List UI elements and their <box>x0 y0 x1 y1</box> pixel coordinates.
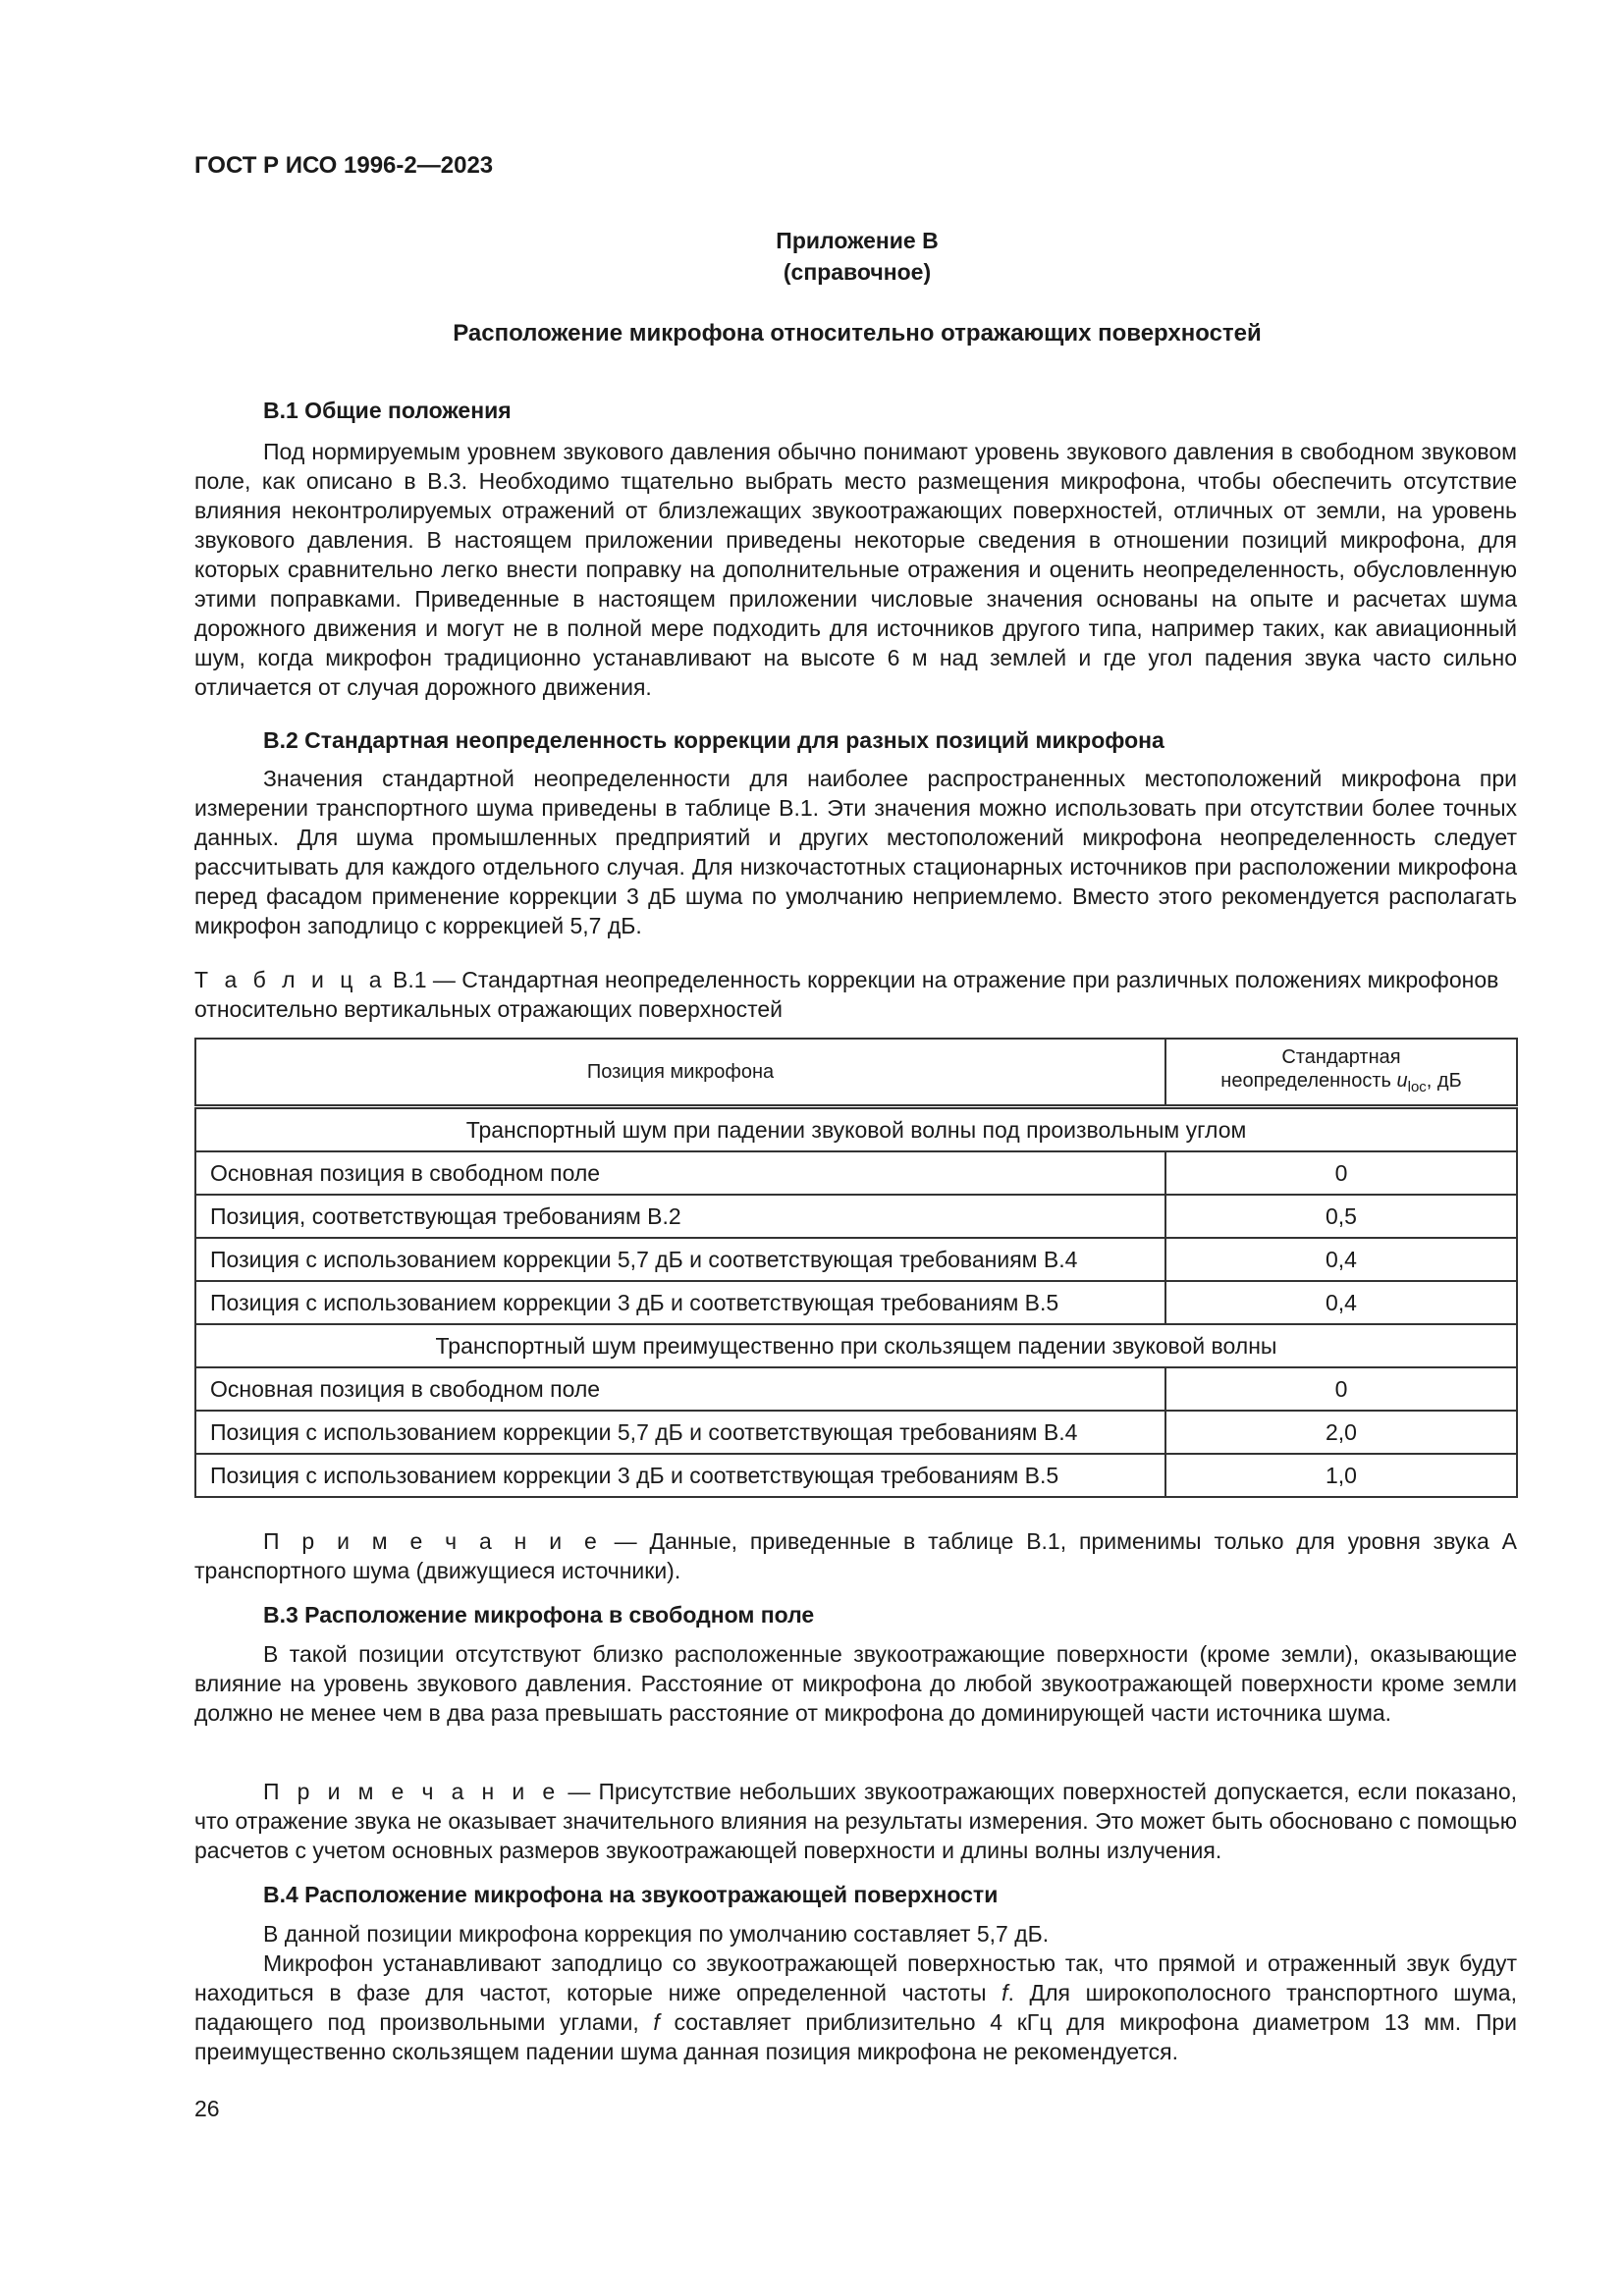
section-b3-paragraph: В такой позиции отсутствуют близко расположенные звукоотражающие поверхности (кроме земли), оказывающие влияние на уровень звукового давления. Расстояние от микрофона до любой звукоотражающей поверхности кроме земли должно не менее чем в два раза превышать расстояние от микрофона до доминирующей части источника шума. <box>194 1641 1517 1726</box>
table-cell-value: 1,0 <box>1165 1454 1517 1497</box>
table-group-row <box>195 1324 1517 1367</box>
table-row <box>195 1454 1517 1497</box>
table-cell-position: Основная позиция в свободном поле <box>195 1367 1165 1411</box>
section-b3-text <box>194 1639 1517 1728</box>
table-caption-text: В.1 — Стандартная неопределенность коррекции на отражение при различных положениях микрофонов относительно вертикальных отражающих поверхностей <box>194 967 1499 1022</box>
section-b3-note-label: П р и м е ч а н и е <box>263 1779 561 1804</box>
section-b2-paragraph: Значения стандартной неопределенности для наиболее распространенных местоположений микрофона при измерении транспортного шума приведены в таблице В.1. Эти значения можно использовать при отсутствии более точных данных. Для шума промышленных предприятий и других местоположений микрофона неопределенность следует рассчитывать для каждого отдельного случая. Для низкочастотных стационарных источников при расположении микрофона перед фасадом применение коррекции 3 дБ шума по умолчанию неприемлемо. Вместо этого рекомендуется располагать микрофон заподлицо с коррекцией 5,7 дБ. <box>194 766 1517 938</box>
page-number: 26 <box>194 2096 220 2121</box>
section-b4-paragraph-1: В данной позиции микрофона коррекция по умолчанию составляет 5,7 дБ. <box>263 1921 1050 1947</box>
table-row <box>195 1151 1517 1195</box>
table-header-row <box>195 1039 1517 1107</box>
table-group-row <box>195 1107 1517 1152</box>
appendix-kind: (справочное) <box>783 259 932 285</box>
section-b3-note-paragraph <box>194 1777 1517 1865</box>
table-cell-value: 0,4 <box>1165 1281 1517 1324</box>
section-b4-paragraph-2 <box>194 1949 1517 2066</box>
appendix-title: Расположение микрофона относительно отражающих поверхностей <box>453 320 1262 347</box>
col-uncertainty-header <box>1165 1039 1517 1107</box>
section-b4-p2-part-c: составляет приблизительно 4 кГц для микрофона диаметром 13 мм. При преимущественно скользящем падении шума данная позиция микрофона не рекомендуется. <box>194 2009 1517 2064</box>
table-row <box>195 1195 1517 1238</box>
document-id-header: ГОСТ Р ИСО 1996-2—2023 <box>194 152 494 179</box>
section-b3-heading: В.3 Расположение микрофона в свободном поле <box>263 1602 815 1628</box>
section-b1-paragraph: Под нормируемым уровнем звукового давления обычно понимают уровень звукового давления в свободном звуковом поле, как описано в В.3. Необходимо тщательно выбрать место размещения микрофона, чтобы обеспечить отсутствие влияния неконтролируемых отражений от близлежащих звукоотражающих поверхностей, отличных от земли, на уровень звукового давления. В настоящем приложении приведены некоторые сведения в отношении позиций микрофона, для которых сравнительно легко внести поправку на дополнительные отражения и оценить неопределенность, обусловленную этими поправками. Приведенные в настоящем приложении числовые значения основаны на опыте и расчетах шума дорожного движения и могут не в полной мере подходить для источников другого типа, например таких, как авиационный шум, когда микрофон традиционно устанавливают на высоте 6 м над землей и где угол падения звука часто сильно отличается от случая дорожного движения. <box>194 439 1517 700</box>
section-b4-text <box>194 1919 1517 2066</box>
table-cell-position: Позиция с использованием коррекции 5,7 дБ и соответствующая требованиям В.4 <box>195 1238 1165 1281</box>
table-caption <box>194 965 1517 1024</box>
table-row <box>195 1411 1517 1454</box>
section-b4-heading: В.4 Расположение микрофона на звукоотражающей поверхности <box>263 1882 999 1907</box>
table-cell-value: 0 <box>1165 1151 1517 1195</box>
group2-label: Транспортный шум преимущественно при скользящем падении звуковой волны <box>195 1324 1517 1367</box>
section-b3-note <box>194 1777 1517 1865</box>
section-b2-text <box>194 764 1517 940</box>
table-row <box>195 1367 1517 1411</box>
table-cell-position: Позиция с использованием коррекции 3 дБ и соответствующая требованиям В.5 <box>195 1454 1165 1497</box>
col-uncertainty-symbol: u <box>1396 1069 1408 1092</box>
table-cell-position: Позиция с использованием коррекции 3 дБ и соответствующая требованиям В.5 <box>195 1281 1165 1324</box>
col-position-header: Позиция микрофона <box>195 1039 1165 1107</box>
table-cell-value: 0,5 <box>1165 1195 1517 1238</box>
appendix-label: Приложение В <box>776 228 939 253</box>
section-b1-text <box>194 437 1517 702</box>
table-cell-position: Основная позиция в свободном поле <box>195 1151 1165 1195</box>
section-b4-frequency-symbol: f <box>653 2009 660 2035</box>
col-uncertainty-header-line1: Стандартная <box>1281 1045 1401 1068</box>
section-b4-frequency-symbol: f <box>1001 1980 1008 2005</box>
table-cell-position: Позиция, соответствующая требованиям В.2 <box>195 1195 1165 1238</box>
table-cell-value: 0 <box>1165 1367 1517 1411</box>
table-note <box>194 1526 1517 1585</box>
uncertainty-table <box>194 1038 1518 1498</box>
table-note-text: — Данные, приведенные в таблице В.1, применимы только для уровня звука А транспортного шума (движущиеся источники). <box>194 1528 1517 1583</box>
table-note-label: П р и м е ч а н и е <box>263 1528 602 1554</box>
table-row <box>195 1238 1517 1281</box>
table-cell-value: 0,4 <box>1165 1238 1517 1281</box>
section-b3-note-text: — Присутствие небольших звукоотражающих поверхностей допускается, если показано, что отражение звука не оказывает значительного влияния на результаты измерения. Это может быть обосновано с помощью расчетов с учетом основных размеров звукоотражающей поверхности и длины волны излучения. <box>194 1779 1517 1863</box>
section-b1-heading: В.1 Общие положения <box>263 398 512 423</box>
group1-label: Транспортный шум при падении звуковой волны под произвольным углом <box>195 1107 1517 1152</box>
col-uncertainty-header-line2: неопределенность <box>1220 1069 1397 1092</box>
table-note-paragraph <box>194 1526 1517 1585</box>
table-caption-label: Т а б л и ц а <box>194 967 387 992</box>
section-b4-p2-part-b: . Для широкополосного транспортного шума, падающего под произвольными углами, <box>194 1980 1517 2035</box>
table-cell-value: 2,0 <box>1165 1411 1517 1454</box>
table-row <box>195 1281 1517 1324</box>
table-cell-position: Позиция с использованием коррекции 5,7 дБ и соответствующая требованиям В.4 <box>195 1411 1165 1454</box>
section-b2-heading: В.2 Стандартная неопределенность коррекции для разных позиций микрофона <box>263 727 1164 753</box>
col-uncertainty-unit: , дБ <box>1426 1069 1462 1092</box>
col-uncertainty-subscript: loc <box>1407 1078 1427 1095</box>
section-b4-p2-part-a: Микрофон устанавливают заподлицо со звукоотражающей поверхностью так, что прямой и отраженный звук будут находиться в фазе для частот, которые ниже определенной частоты <box>194 1950 1517 2005</box>
